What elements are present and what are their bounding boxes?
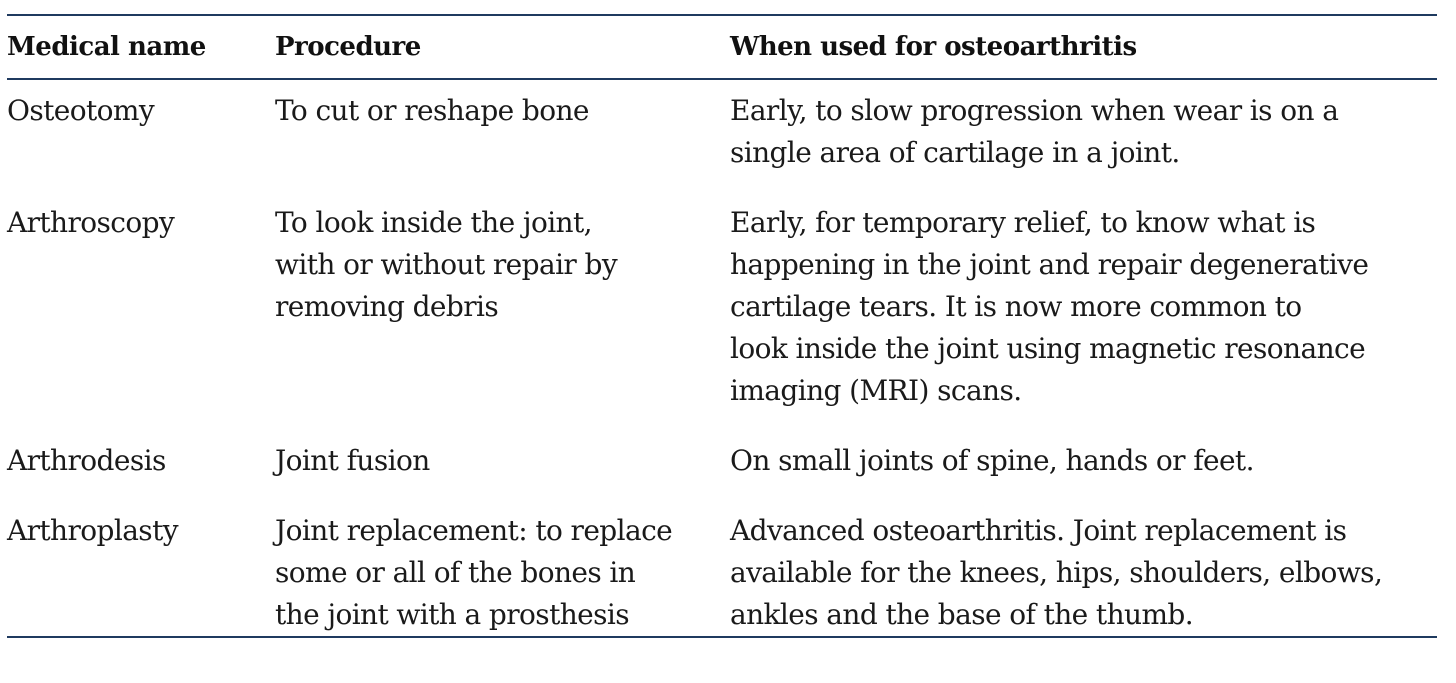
header-usage: When used for osteoarthritis: [730, 32, 1137, 62]
header-procedure: Procedure: [275, 32, 421, 62]
row-name: Arthroscopy: [7, 205, 175, 239]
row-procedure: To cut or reshape bone: [275, 93, 589, 127]
row-name: Osteotomy: [7, 93, 155, 127]
table-body: [7, 80, 1437, 636]
table-row: [7, 90, 1437, 202]
bottom-rule: [7, 636, 1437, 638]
row-name: Arthrodesis: [7, 443, 166, 477]
surgery-table: [7, 14, 1437, 638]
row-usage: Early, to slow progression when wear is on a single area of cartilage in a joint.: [730, 93, 1339, 169]
row-name: Arthroplasty: [7, 513, 178, 547]
row-usage: On small joints of spine, hands or feet.: [730, 443, 1254, 477]
header-medical-name: Medical name: [7, 32, 206, 62]
table-row: [7, 202, 1437, 440]
row-procedure: To look inside the joint, with or without repair by removing debris: [275, 205, 618, 323]
row-procedure: Joint replacement: to replace some or all of the bones in the joint with a prosthesis: [275, 513, 673, 631]
row-procedure: Joint fusion: [275, 443, 430, 477]
row-usage: Early, for temporary relief, to know what is happening in the joint and repair degenerative cartilage tears. It is now more common to look inside the joint using magnetic resonance imaging (MRI) scans.: [730, 205, 1369, 407]
row-usage: Advanced osteoarthritis. Joint replacement is available for the knees, hips, shoulders, elbows, ankles and the base of the thumb.: [730, 513, 1383, 631]
table-row: [7, 440, 1437, 510]
header-row: [7, 16, 1437, 78]
table-row: [7, 510, 1437, 636]
